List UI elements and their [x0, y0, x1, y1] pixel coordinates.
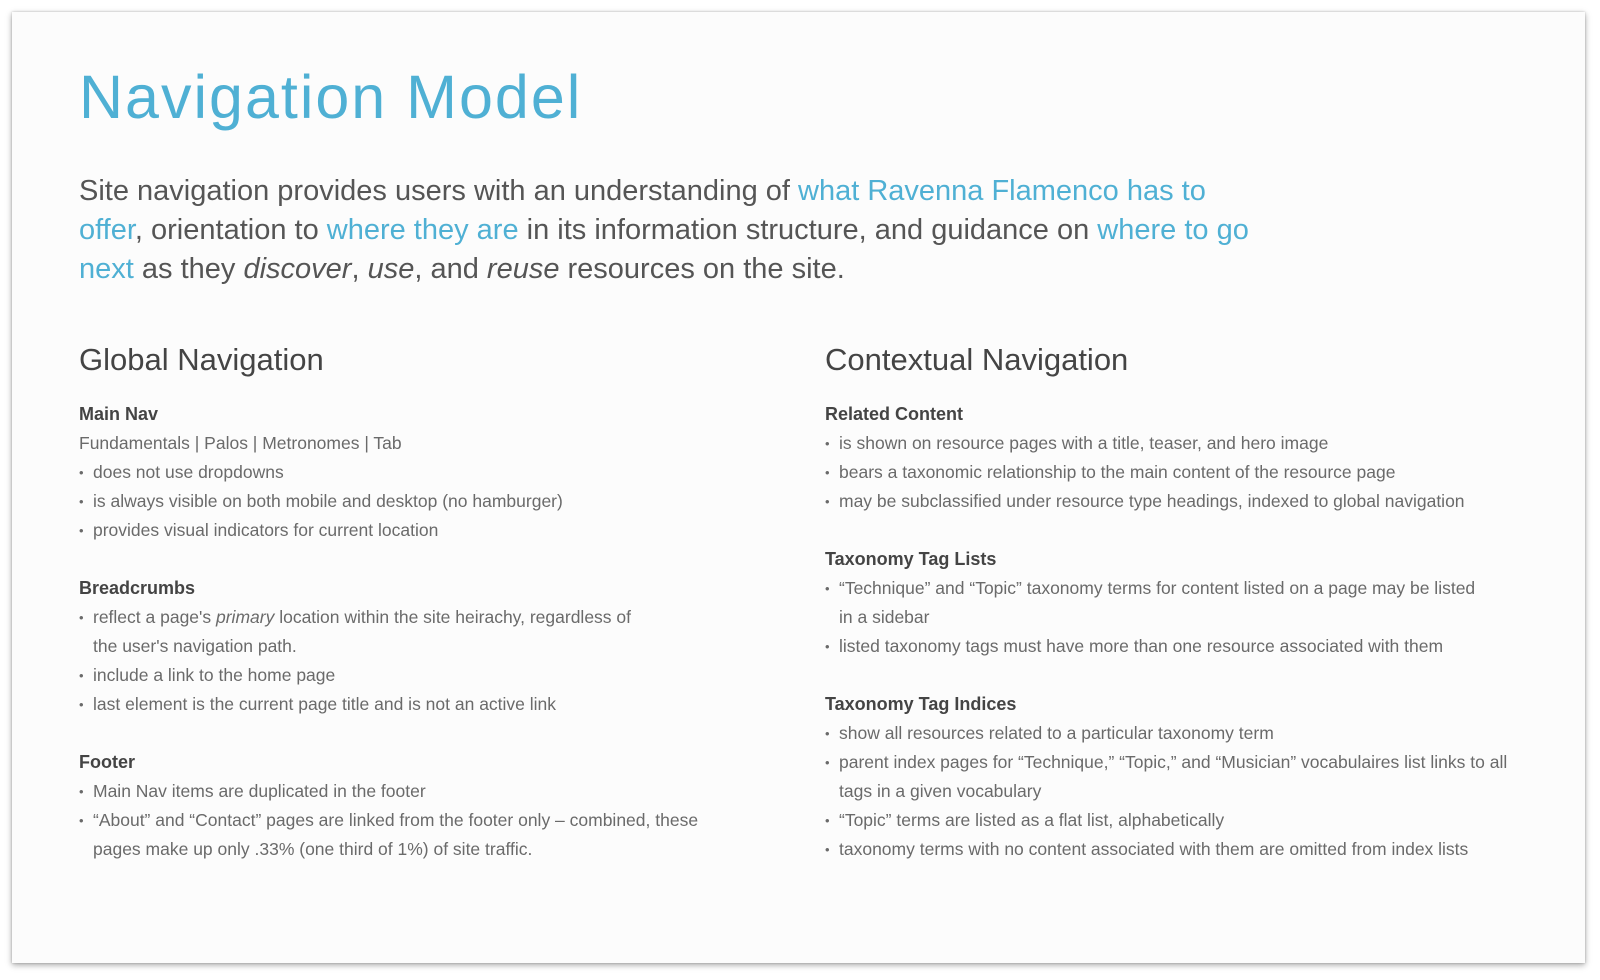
list-item-text: reflect a page's — [93, 607, 216, 627]
list-item: • show all resources related to a particular taxonomy term — [825, 719, 1545, 748]
taxonomy-tag-indices-heading: Taxonomy Tag Indices — [825, 694, 1017, 714]
list-item-emphasis: primary — [216, 607, 275, 627]
taxonomy-tag-lists-list — [825, 574, 1545, 661]
breadcrumbs-heading: Breadcrumbs — [79, 578, 196, 598]
intro-text: resources on the site. — [559, 253, 845, 285]
intro-text: as they — [133, 253, 244, 285]
intro-text: in its information structure, and guidance on — [518, 214, 1098, 246]
list-item: • does not use dropdowns — [79, 458, 779, 487]
list-item: • provides visual indicators for current location — [79, 516, 779, 545]
footer-list — [79, 777, 779, 864]
taxonomy-tag-lists-section — [825, 545, 1545, 661]
intro-highlight: what Ravenna Flamenco has to offer — [79, 175, 1206, 246]
list-item: • may be subclassified under resource type headings, indexed to global navigation — [825, 487, 1545, 516]
related-content-heading: Related Content — [825, 404, 964, 424]
taxonomy-tag-indices-section — [825, 690, 1545, 864]
list-item: • parent index pages for “Technique,” “Topic,” and “Musician” vocabulaires list links to all tags in a given vocabulary — [825, 748, 1509, 806]
list-item: • is always visible on both mobile and desktop (no hamburger) — [79, 487, 779, 516]
intro-text: Site navigation provides users with an understanding of — [79, 175, 798, 207]
list-item: • “Topic” terms are listed as a flat list, alphabetically — [825, 806, 1545, 835]
list-item: • bears a taxonomic relationship to the main content of the resource page — [825, 458, 1545, 487]
list-item: • taxonomy terms with no content associated with them are omitted from index lists — [825, 835, 1499, 864]
list-item-text: location within the site heirachy, regardless of the user's navigation path. — [93, 607, 632, 656]
breadcrumbs-list — [79, 603, 779, 719]
list-item: • is shown on resource pages with a title, teaser, and hero image — [825, 429, 1545, 458]
global-navigation-heading: Global Navigation — [79, 342, 324, 377]
contextual-navigation-column — [825, 342, 1545, 893]
footer-heading: Footer — [79, 752, 135, 772]
contextual-navigation-heading: Contextual Navigation — [825, 342, 1129, 377]
intro-text: , orientation to — [134, 214, 327, 246]
list-item: • “Technique” and “Topic” taxonomy terms for content listed on a page may be listed in a sidebar — [825, 574, 1479, 632]
main-nav-items: Fundamentals | Palos | Metronomes | Tab — [79, 433, 402, 453]
page-title: Navigation Model — [79, 63, 583, 131]
intro-highlight: where they are — [326, 214, 519, 246]
main-nav-list — [79, 458, 779, 545]
intro-emphasis: discover — [243, 253, 352, 285]
intro-text: , — [351, 253, 368, 285]
list-item: • last element is the current page title and is not an active link — [79, 690, 779, 719]
list-item: • “About” and “Contact” pages are linked from the footer only – combined, these pages make up only .33% (one third of 1%) of site traffic. — [79, 806, 748, 864]
taxonomy-tag-lists-heading: Taxonomy Tag Lists — [825, 549, 997, 569]
breadcrumbs-section — [79, 574, 779, 719]
intro-emphasis: use — [367, 253, 415, 285]
related-content-section — [825, 400, 1545, 516]
intro-highlight: where to go next — [79, 214, 1249, 285]
intro-paragraph — [79, 172, 1259, 289]
slide — [12, 12, 1585, 963]
list-item — [79, 603, 653, 661]
intro-text: , and — [414, 253, 487, 285]
main-nav-heading: Main Nav — [79, 404, 159, 424]
list-item: • listed taxonomy tags must have more than one resource associated with them — [825, 632, 1545, 661]
global-navigation-column — [79, 342, 779, 893]
related-content-list — [825, 429, 1545, 516]
taxonomy-tag-indices-list — [825, 719, 1545, 864]
list-item: • include a link to the home page — [79, 661, 779, 690]
footer-section — [79, 748, 779, 864]
intro-emphasis: reuse — [486, 253, 560, 285]
main-nav-section — [79, 400, 779, 545]
list-item: • Main Nav items are duplicated in the footer — [79, 777, 779, 806]
